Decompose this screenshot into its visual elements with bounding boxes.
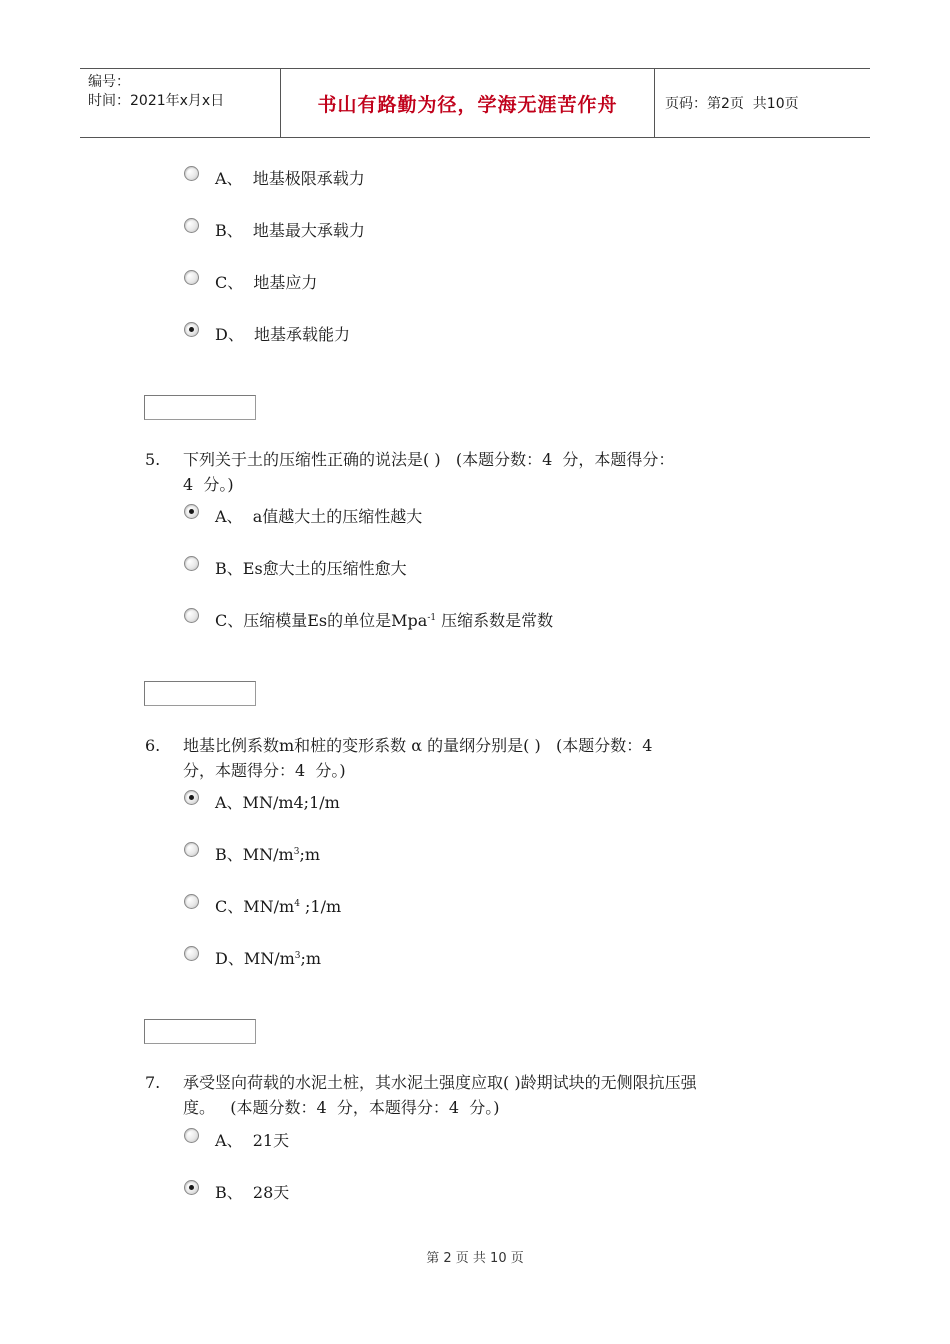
header-page-info: 页码：第2页 共10页 [665,96,799,112]
option-label: C、$MN/m^4$ ;1/m [215,896,342,916]
radio-unchecked-icon[interactable] [184,946,199,961]
option-label: A、 a值越大土的压缩性越大 [215,506,423,526]
header-meta [80,69,281,137]
q6-option-a[interactable] [184,790,340,812]
radio-checked-icon[interactable] [184,1180,199,1195]
option-label: A、 21天 [215,1130,290,1150]
option-label: C、 地基应力 [215,272,318,292]
option-label: C、压缩模量Es的单位是Mpa$^{-1}$ 压缩系数是常数 [215,610,554,630]
question-number: 7. [145,1073,161,1092]
option-label: B、 地基最大承载力 [215,220,365,240]
question-number: 5. [145,450,161,469]
q5-option-a[interactable] [184,504,422,526]
q7-option-b[interactable] [184,1180,289,1202]
question-text: 承受竖向荷载的水泥土桩，其水泥土强度应取( )龄期试块的无侧限抗压强 度。 (本题分数：4 分，本题得分：4 分。) [183,1073,697,1117]
q5-option-c[interactable] [184,608,553,630]
q5-option-b[interactable] [184,556,407,578]
radio-checked-icon[interactable] [184,322,199,337]
header-motto: 书山有路勤为径，学海无涯苦作舟 [281,69,655,137]
radio-unchecked-icon[interactable] [184,218,199,233]
option-label: A、MN/m4;1/m [215,792,340,812]
radio-unchecked-icon[interactable] [184,556,199,571]
option-label: D、$MN/m^3;m$ [215,948,322,968]
option-label: B、 28天 [215,1182,290,1202]
q6-option-d[interactable] [184,946,321,968]
option-label: D、 地基承载能力 [215,324,351,344]
q5-answer-box[interactable] [144,681,256,706]
q4-option-d[interactable] [184,322,350,344]
q4-answer-box[interactable] [144,395,256,420]
q4-option-a[interactable] [184,166,365,188]
question-text: 地基比例系数m和桩的变形系数 α 的量纲分别是( ) (本题分数：4 分，本题得分：4 分。) [183,736,653,780]
radio-unchecked-icon[interactable] [184,894,199,909]
q4-option-b[interactable] [184,218,365,240]
document-date: 时间：2021年x月x日 [88,93,225,109]
radio-unchecked-icon[interactable] [184,270,199,285]
radio-unchecked-icon[interactable] [184,842,199,857]
page-footer: 第 2 页 共 10 页 [426,1251,524,1266]
q4-option-c[interactable] [184,270,317,292]
q6-option-c[interactable] [184,894,341,916]
document-number-label: 编号： [88,74,130,90]
radio-unchecked-icon[interactable] [184,1128,199,1143]
q7-option-a[interactable] [184,1128,289,1150]
radio-unchecked-icon[interactable] [184,608,199,623]
page-header [80,68,870,138]
radio-checked-icon[interactable] [184,504,199,519]
question-text: 下列关于土的压缩性正确的说法是( ) (本题分数：4 分，本题得分： 4 分。) [183,450,675,494]
radio-checked-icon[interactable] [184,790,199,805]
radio-unchecked-icon[interactable] [184,166,199,181]
q6-answer-box[interactable] [144,1019,256,1044]
option-label: B、$MN/m^3;m$ [215,844,321,864]
option-label: B、Es愈大土的压缩性愈大 [215,558,407,578]
question-number: 6. [145,736,161,755]
q6-option-b[interactable] [184,842,320,864]
option-label: A、 地基极限承载力 [215,168,365,188]
